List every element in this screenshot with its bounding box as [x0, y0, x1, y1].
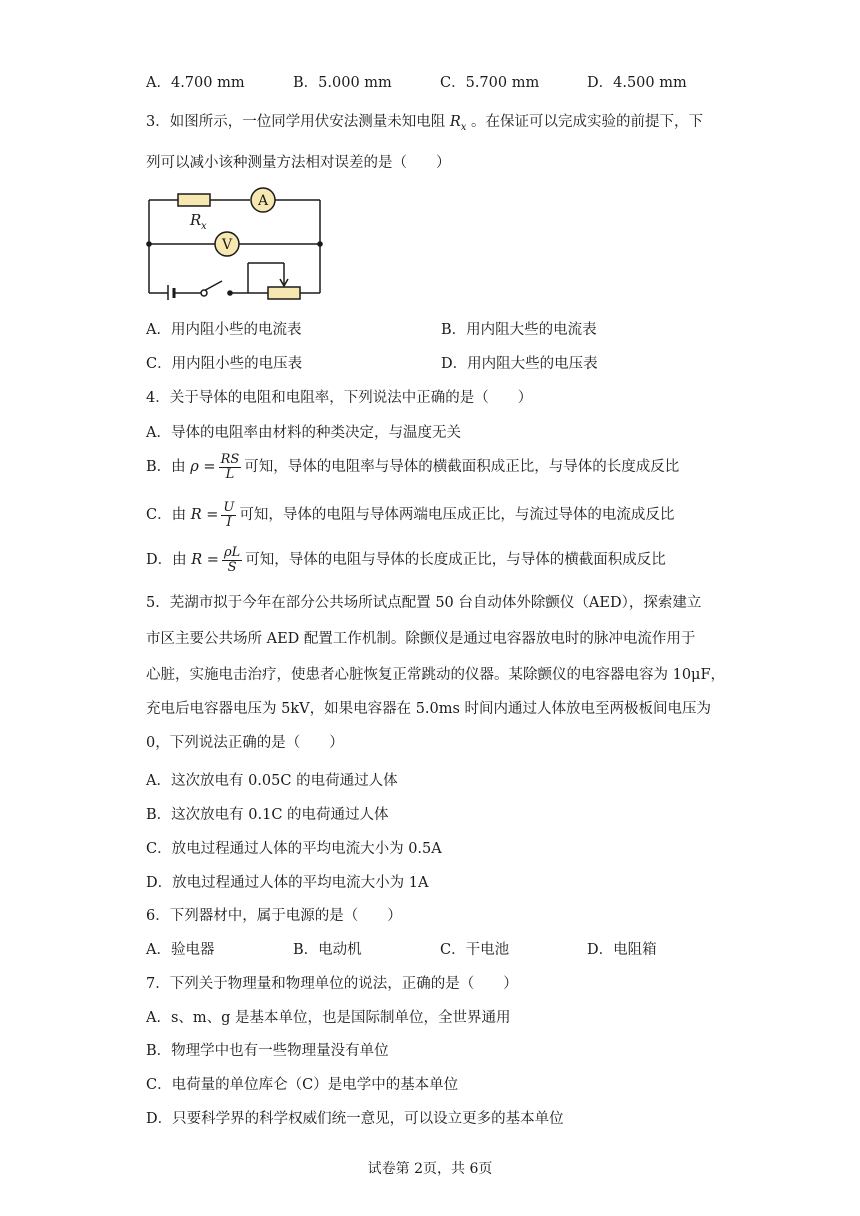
- q6-option-b[interactable]: B．电动机: [293, 942, 362, 958]
- q4-option-b-fraction: [219, 453, 242, 482]
- q4-stem: 4．关于导体的电阻和电阻率，下列说法中正确的是（ ）: [146, 390, 533, 406]
- q4-option-c[interactable]: [146, 500, 674, 530]
- ammeter-label: A: [257, 193, 269, 209]
- q4-option-c-lhs: R =: [190, 507, 219, 523]
- q4-option-d-prefix: D．由: [146, 552, 187, 568]
- q5-option-a[interactable]: A．这次放电有 0.05C 的电荷通过人体: [146, 773, 398, 789]
- q4-option-c-text: 可知，导体的电阻与导体两端电压成正比，与流过导体的电流成反比: [239, 507, 675, 523]
- q5-stem-line2: 市区主要公共场所 AED 配置工作机制。除颤仪是通过电容器放电时的脉冲电流作用于: [146, 631, 696, 647]
- q2-option-c[interactable]: C．5.700 mm: [440, 75, 540, 91]
- q3-rx-subscript: x: [460, 121, 467, 133]
- q6-stem: 6．下列器材中，属于电源的是（ ）: [146, 908, 402, 924]
- q5-stem-line5: 0，下列说法正确的是（ ）: [146, 735, 344, 751]
- q3-rx-symbol: R: [449, 114, 461, 130]
- q3-option-a[interactable]: A．用内阻小些的电流表: [146, 322, 302, 338]
- fraction-denominator: I: [226, 514, 232, 530]
- rx-resistor: [178, 194, 210, 206]
- q4-option-c-fraction: [221, 501, 236, 530]
- q5-stem-line3: 心脏，实施电击治疗，使患者心脏恢复正常跳动的仪器。某除颤仪的电容器电容为 10μF，: [146, 667, 726, 683]
- q5-stem-line1: 5．芜湖市拟于今年在部分公共场所试点配置 50 台自动体外除颤仪（AED），探索建立: [146, 595, 702, 611]
- q3-option-c[interactable]: C．用内阻小些的电压表: [146, 356, 303, 372]
- q6-option-c[interactable]: C．干电池: [440, 942, 510, 958]
- q4-option-b[interactable]: [146, 452, 679, 482]
- q3-option-b[interactable]: B．用内阻大些的电流表: [441, 322, 597, 338]
- junction-left: [146, 241, 152, 247]
- q3-stem-line1: [146, 112, 703, 138]
- q4-option-b-lhs: ρ =: [190, 459, 216, 475]
- page-footer: 试卷第 2页，共 6页: [367, 1161, 493, 1177]
- q4-option-b-prefix: B．由: [146, 459, 186, 475]
- q3-stem-text: 3．如图所示，一位同学用伏安法测量未知电阻: [146, 114, 446, 130]
- fraction-numerator: RS: [220, 451, 240, 467]
- fraction-numerator: ρL: [223, 544, 241, 560]
- q2-option-d[interactable]: D．4.500 mm: [587, 75, 687, 91]
- q7-option-a[interactable]: A．s、m、g 是基本单位，也是国际制单位，全世界通用: [146, 1010, 511, 1026]
- rx-label: R: [190, 211, 202, 229]
- q4-option-b-text: 可知，导体的电阻率与导体的横截面积成正比，与导体的长度成反比: [244, 459, 680, 475]
- q3-options-row2: [146, 354, 736, 374]
- q4-option-d-lhs: R =: [191, 552, 219, 568]
- q5-option-b[interactable]: B．这次放电有 0.1C 的电荷通过人体: [146, 807, 389, 823]
- q4-option-d[interactable]: [146, 545, 666, 575]
- q3-stem-text-post: 。在保证可以完成实验的前提下，下: [471, 114, 704, 130]
- q7-option-b[interactable]: B．物理学中也有一些物理量没有单位: [146, 1043, 389, 1059]
- q2-option-a[interactable]: A．4.700 mm: [146, 75, 245, 91]
- rx-label-sub: x: [201, 221, 207, 232]
- q6-option-d[interactable]: D．电阻箱: [587, 942, 657, 958]
- q6-option-a[interactable]: A．验电器: [146, 942, 215, 958]
- fraction-denominator: S: [227, 559, 237, 575]
- q7-option-c[interactable]: C．电荷量的单位库仑（C）是电学中的基本单位: [146, 1077, 459, 1093]
- junction-right: [317, 241, 323, 247]
- q7-option-d[interactable]: D．只要科学界的科学权威们统一意见，可以设立更多的基本单位: [146, 1111, 564, 1127]
- q5-option-c[interactable]: C．放电过程通过人体的平均电流大小为 0.5A: [146, 841, 442, 857]
- fraction-numerator: U: [223, 499, 235, 515]
- q4-option-d-fraction: [222, 546, 242, 575]
- fraction-denominator: L: [225, 466, 235, 482]
- q5-stem-line4: 充电后电容器电压为 5kV，如果电容器在 5.0ms 时间内通过人体放电至两极板间电压为: [146, 701, 712, 717]
- q3-option-d[interactable]: D．用内阻大些的电压表: [441, 356, 598, 372]
- q7-stem: 7．下列关于物理量和物理单位的说法，正确的是（ ）: [146, 976, 518, 992]
- voltmeter-label: V: [221, 237, 233, 253]
- junction-bottom: [227, 290, 233, 296]
- rheostat: [268, 287, 300, 299]
- q4-option-a[interactable]: A．导体的电阻率由材料的种类决定，与温度无关: [146, 425, 461, 441]
- q4-option-c-prefix: C．由: [146, 507, 187, 523]
- q2-option-b[interactable]: B．5.000 mm: [293, 75, 392, 91]
- q6-options: [146, 940, 736, 960]
- q2-options: [146, 73, 736, 93]
- switch-contact: [201, 290, 207, 296]
- q4-option-d-text: 可知，导体的电阻与导体的长度成正比，与导体的横截面积成反比: [245, 552, 666, 568]
- q5-option-d[interactable]: D．放电过程通过人体的平均电流大小为 1A: [146, 875, 429, 891]
- q3-circuit-diagram: [140, 185, 330, 300]
- q3-options-row1: [146, 320, 736, 340]
- q3-stem-line2: 列可以减小该种测量方法相对误差的是（ ）: [146, 155, 451, 171]
